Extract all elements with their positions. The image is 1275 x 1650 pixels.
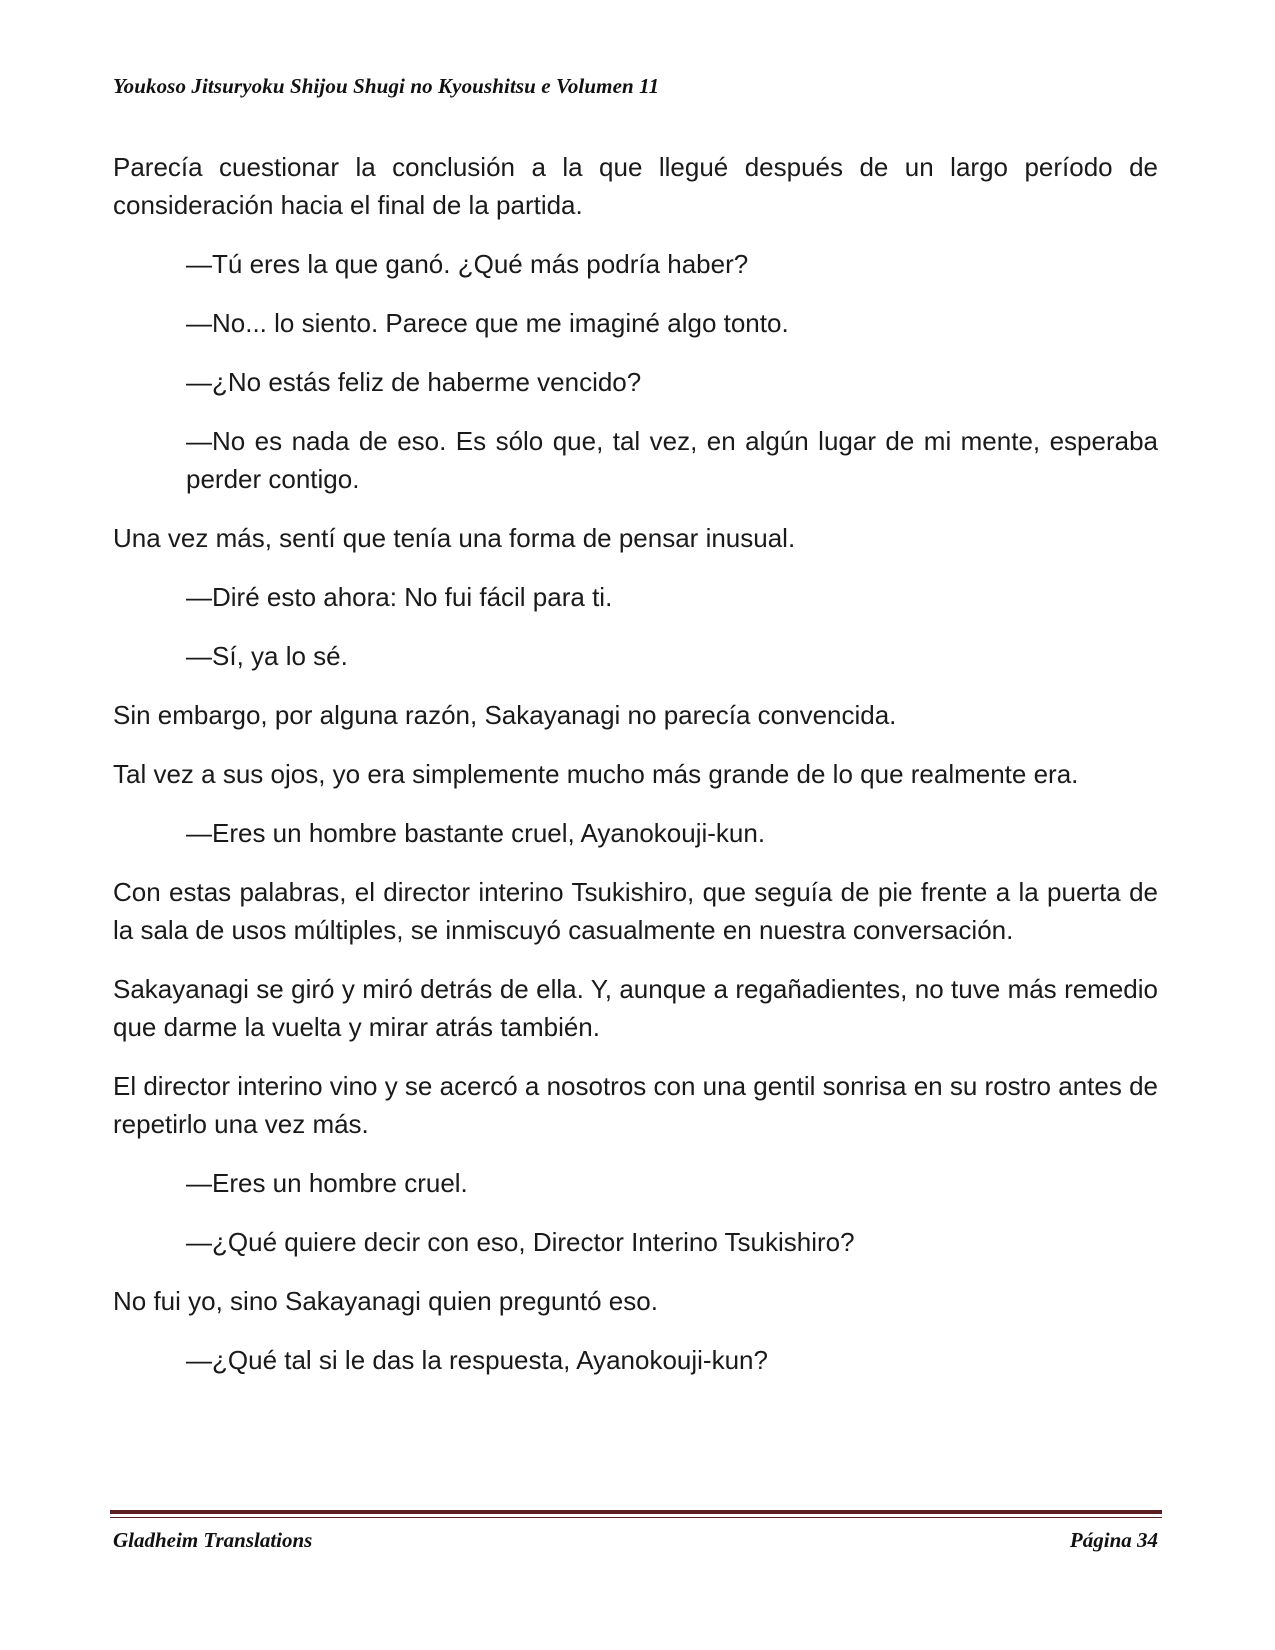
paragraph-dialog: —¿Qué quiere decir con eso, Director Interino Tsukishiro? bbox=[186, 1227, 855, 1257]
page-body bbox=[113, 148, 1158, 1400]
footer-translator-credit: Gladheim Translations bbox=[113, 1528, 313, 1552]
paragraph-dialog: —No... lo siento. Parece que me imaginé algo tonto. bbox=[186, 308, 789, 338]
paragraph-narration: Con estas palabras, el director interino Tsukishiro, que seguía de pie frente a la puerta de la sala de usos múltiples, se inmiscuyó casualmente en nuestra conversación. bbox=[113, 877, 1158, 945]
footer-divider-thin bbox=[110, 1517, 1162, 1518]
paragraph-dialog: —¿No estás feliz de haberme vencido? bbox=[186, 367, 642, 397]
paragraph-narration: El director interino vino y se acercó a nosotros con una gentil sonrisa en su rostro antes de repetirlo una vez más. bbox=[113, 1071, 1158, 1139]
page-header-title: Youkoso Jitsuryoku Shijou Shugi no Kyoushitsu e Volumen 11 bbox=[113, 74, 660, 98]
paragraph-narration: No fui yo, sino Sakayanagi quien preguntó eso. bbox=[113, 1286, 658, 1316]
paragraph-dialog: —Sí, ya lo sé. bbox=[186, 641, 348, 671]
paragraph-narration: Tal vez a sus ojos, yo era simplemente mucho más grande de lo que realmente era. bbox=[113, 759, 1079, 789]
paragraph-dialog: —Eres un hombre bastante cruel, Ayanokouji-kun. bbox=[186, 818, 766, 848]
paragraph-narration: Parecía cuestionar la conclusión a la que llegué después de un largo período de consideración hacia el final de la partida. bbox=[113, 152, 1158, 220]
paragraph-dialog: —Tú eres la que ganó. ¿Qué más podría haber? bbox=[186, 249, 749, 279]
paragraph-dialog: —¿Qué tal si le das la respuesta, Ayanokouji-kun? bbox=[186, 1345, 768, 1375]
paragraph-narration: Una vez más, sentí que tenía una forma de pensar inusual. bbox=[113, 523, 796, 553]
paragraph-narration: Sin embargo, por alguna razón, Sakayanagi no parecía convencida. bbox=[113, 700, 897, 730]
paragraph-dialog: —No es nada de eso. Es sólo que, tal vez, en algún lugar de mi mente, esperaba perder contigo. bbox=[186, 426, 1158, 494]
paragraph-dialog: —Eres un hombre cruel. bbox=[186, 1168, 468, 1198]
footer-divider bbox=[110, 1510, 1162, 1514]
footer-page-number: Página 34 bbox=[1069, 1528, 1158, 1552]
paragraph-dialog: —Diré esto ahora: No fui fácil para ti. bbox=[186, 582, 613, 612]
paragraph-narration: Sakayanagi se giró y miró detrás de ella. Y, aunque a regañadientes, no tuve más remedio que darme la vuelta y mirar atrás también. bbox=[113, 974, 1158, 1042]
